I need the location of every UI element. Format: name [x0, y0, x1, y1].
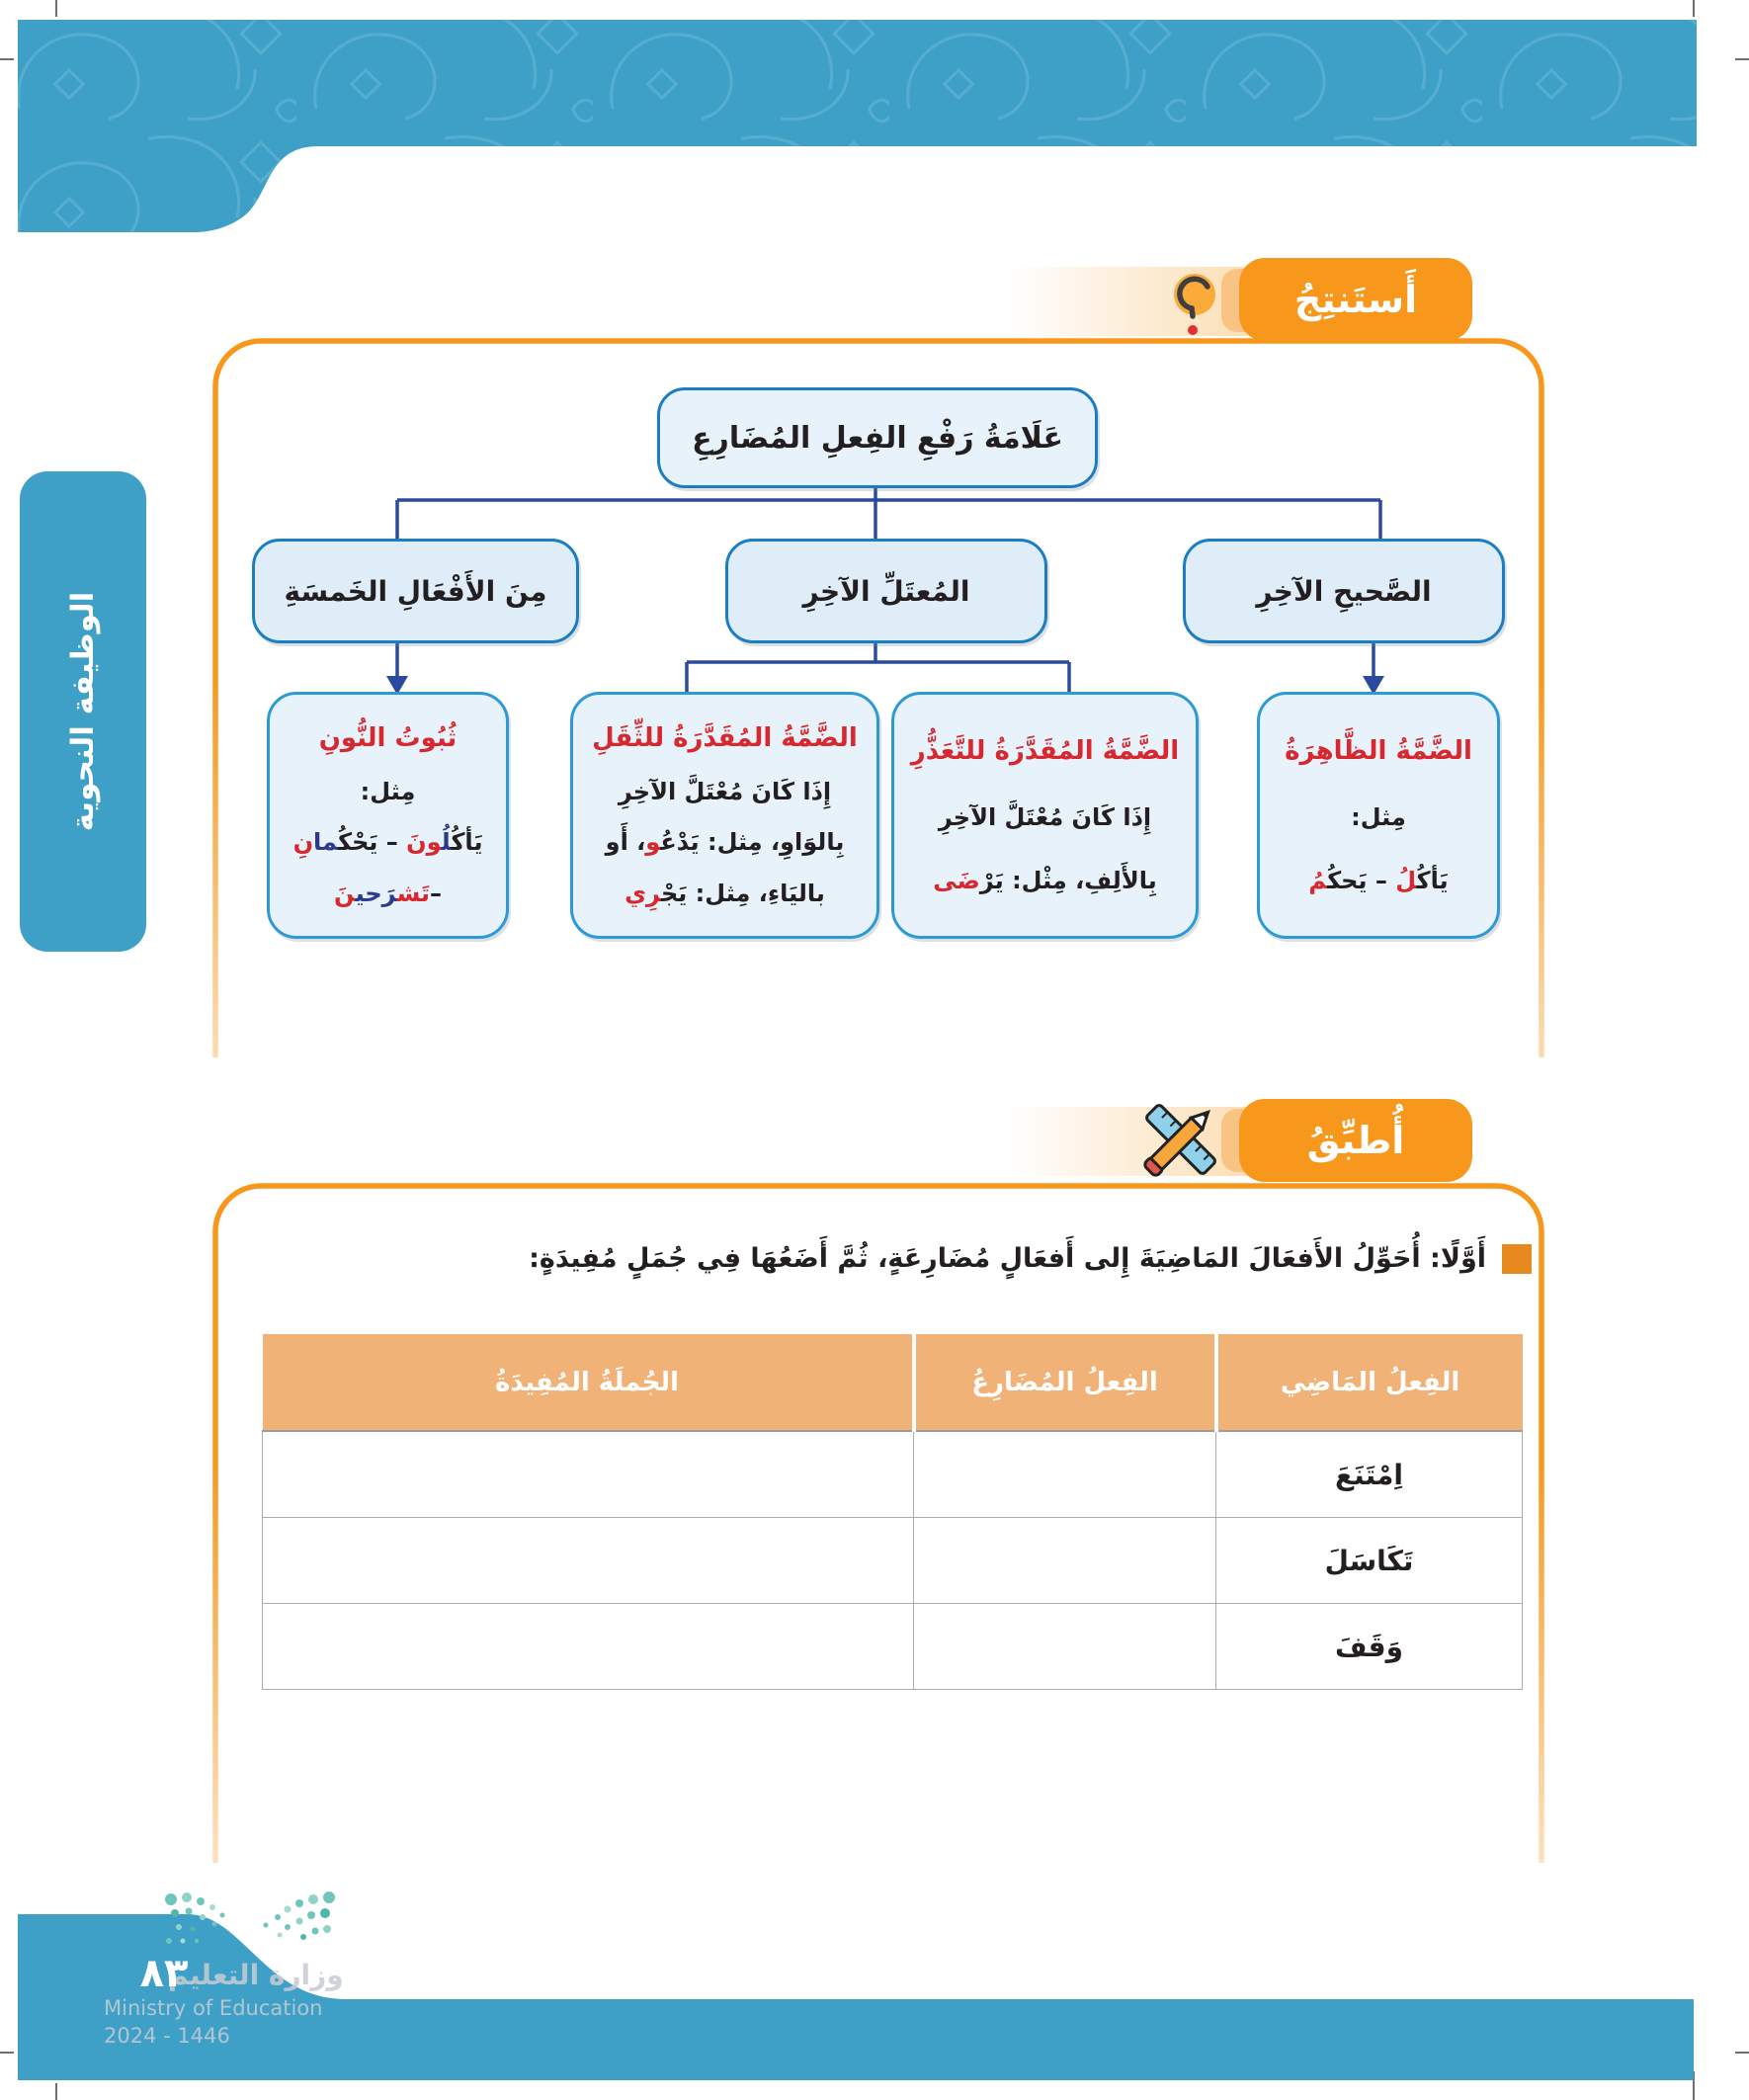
past-verb-cell: تَكَاسَلَ — [1216, 1518, 1523, 1604]
branch-label: الصَّحيحِ الآخِرِ — [1256, 574, 1432, 608]
ministry-logo-dots — [161, 1891, 349, 1949]
flow-branch-weak-ending — [725, 539, 1047, 643]
flow-root-label: عَلَامَةُ رَفْعِ الفِعلِ المُضَارِعِ — [692, 420, 1063, 456]
leaf-line: يَأكُ‍‍لُ – يَحكُ‍‍مُ — [1308, 866, 1449, 894]
sentence-blank — [263, 1604, 914, 1690]
branch-label: المُعتَلِّ الآخِرِ — [802, 574, 970, 608]
table-row — [263, 1431, 1523, 1518]
leaf-estimated-damma-taadhur — [891, 692, 1199, 939]
leaf-title: الضَّمَّةُ المُقَدَّرَةُ للثِّقَلِ — [592, 723, 858, 754]
orange-bullet — [1502, 1244, 1532, 1274]
sidebar-section-label: الوظيفة النحوية — [65, 591, 101, 832]
leaf-title: ثُبُوتُ النُّونِ — [318, 723, 458, 754]
leaf-line: بِالوَاوِ، مِثل: يَدْعُ‍‍و، أَو — [605, 828, 845, 857]
col-past-verb: الفِعلُ المَاضِي — [1216, 1334, 1523, 1431]
present-verb-blank — [914, 1431, 1216, 1518]
table-row — [263, 1518, 1523, 1604]
leaf-title: الضَّمَّةُ المُقَدَّرَةُ للتَّعَذُّرِ — [910, 736, 1180, 767]
ministry-year: 2024 - 1446 — [104, 2024, 230, 2048]
flow-root-box — [657, 387, 1098, 488]
leaf-title: الضَّمَّةُ الظَّاهِرَةُ — [1285, 736, 1472, 767]
leaf-apparent-damma — [1257, 692, 1500, 939]
pencil-ruler-icon — [1128, 1097, 1233, 1182]
ministry-name-english: Ministry of Education — [104, 1996, 323, 2020]
past-verb-cell: وَقَفَ — [1216, 1604, 1523, 1690]
conclude-badge-label: أَستَنتِجُ — [1293, 278, 1418, 321]
leaf-line: مِثل: — [1351, 802, 1406, 831]
sentence-blank — [263, 1431, 914, 1518]
verbs-exercise-table — [262, 1334, 1523, 1690]
ministry-name-arabic: وزارة التعليم — [168, 1959, 344, 1991]
exercise-instruction-row — [237, 1237, 1532, 1280]
col-useful-sentence: الجُملَةُ المُفِيدَةُ — [263, 1334, 914, 1431]
leaf-line: مِثل: — [360, 777, 416, 805]
branch-label: مِنَ الأَفْعَالِ الخَمسَةِ — [284, 574, 547, 608]
present-verb-blank — [914, 1604, 1216, 1690]
sentence-blank — [263, 1518, 914, 1604]
leaf-line: يَأكُ‍‍لُ‍‍ونَ – يَحْكُ‍‍مانِ — [292, 828, 483, 857]
present-verb-blank — [914, 1518, 1216, 1604]
leaf-line: إِذَا كَانَ مُعْتَلَّ الآخِرِ — [938, 802, 1152, 831]
page-number: ٨٣ — [139, 1951, 189, 1996]
leaf-line: باليَاءِ، مِثل: يَجْ‍‍رِي — [625, 879, 825, 907]
leaf-line: –تَش‍‍رَحي‍‍نَ — [333, 879, 443, 907]
flow-branch-sound-ending — [1183, 539, 1505, 643]
apply-badge — [1239, 1099, 1472, 1182]
col-present-verb: الفِعلُ المُضَارِعُ — [914, 1334, 1216, 1431]
table-row — [263, 1604, 1523, 1690]
leaf-noon-retention — [267, 692, 509, 939]
leaf-estimated-damma-thiqal — [570, 692, 879, 939]
leaf-line: بِالأَلِفِ، مِثْل: يَرْضَى — [933, 866, 1157, 894]
flow-branch-five-verbs — [252, 539, 579, 643]
table-header-row — [263, 1334, 1523, 1431]
past-verb-cell: اِمْتَنَعَ — [1216, 1431, 1523, 1518]
exercise-instruction: أَوَّلًا: أُحَوِّلُ الأَفعَالَ المَاضِيَةَ إِلى أَفعَالٍ مُضَارِعَةٍ، ثُمَّ أَضَعُهَا فِي جُمَلٍ مُفِيدَةٍ: — [529, 1243, 1486, 1274]
leaf-line: إِذَا كَانَ مُعْتَلَّ الآخِرِ — [618, 777, 832, 805]
apply-badge-label: أُطبِّقُ — [1306, 1119, 1405, 1162]
